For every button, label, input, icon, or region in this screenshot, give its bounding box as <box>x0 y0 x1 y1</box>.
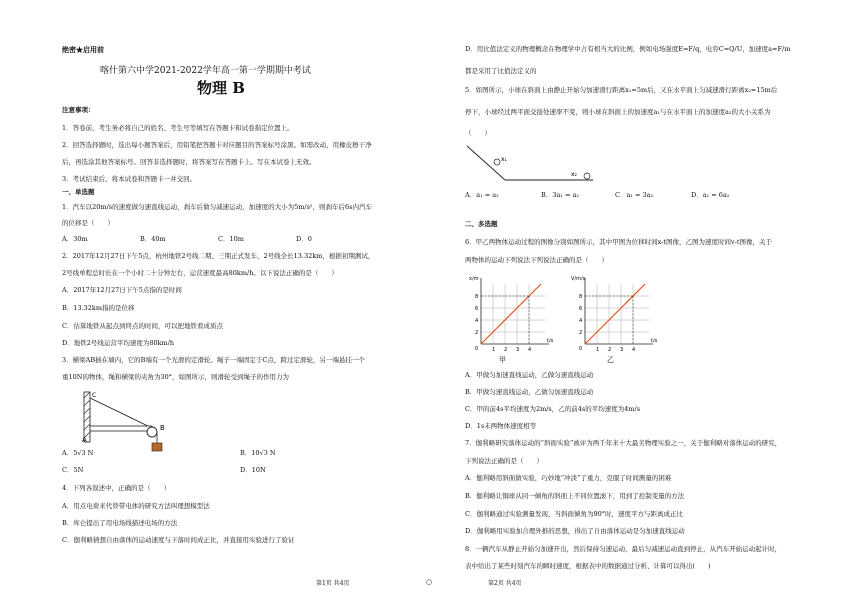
q4-option-d-line2: 都是采用了比值法定义的 <box>465 67 537 75</box>
q2-option-b: B．13.32km指的是位移 <box>62 304 135 312</box>
q3-option-a: A．5√3 N <box>62 449 94 457</box>
q3-pulley-figure <box>82 388 202 453</box>
q6-stem-line2: 两物体的运动下列说法下列说法正确的是（ ） <box>465 256 608 264</box>
section-multi-choice: 二、多选题 <box>465 220 498 228</box>
q7-option-b: B．伽利略让铜球从同一倾角的斜面上不同位置滚下，用到了控制变量的方法 <box>465 492 685 500</box>
graph-yi-xtick: 1 <box>596 347 600 353</box>
q5-stem-line3: （ ） <box>465 129 491 137</box>
q2-option-a: A．2017年12月27日下午5点指的是时间 <box>62 286 182 294</box>
graph-jia-origin: 0 <box>475 346 479 352</box>
q6-option-a: A．甲做匀加速直线运动，乙做匀速直线运动 <box>465 371 594 379</box>
q3-option-c: C．5N <box>62 466 84 474</box>
graph-yi-caption: 乙 <box>607 356 614 364</box>
q5-label-x2: x₂ <box>571 171 577 178</box>
graph-yi-ytick: 4 <box>579 318 583 324</box>
graph-yi-ytick: 8 <box>579 294 583 300</box>
graph-yi <box>569 270 664 364</box>
graph-jia-xtick: 3 <box>516 347 520 353</box>
q7-stem-line1: 7．伽利略研究落体运动的“斜面实验”被评为两千年来十大最美物理实验之一，关于伽利略对落体运动的研究， <box>465 439 782 447</box>
q4-option-b: B．库仑提出了用电场线描述电场的方法 <box>62 519 178 527</box>
graph-jia-ylabel: x/m <box>469 276 479 282</box>
q5-option-c: C．a₁ = 3a₂ <box>615 191 654 199</box>
q3-label-b: B <box>160 424 165 432</box>
note-2: 2．回答选择题时，选出每小题答案后，用铅笔把答题卡对应题目的答案标号涂黑。如需改动，用橡皮擦干净 <box>62 141 372 149</box>
q5-incline-figure <box>465 142 595 184</box>
q2-option-d: D．地铁2号线运营平均速度为80km/h <box>62 339 175 347</box>
graph-jia-xlabel: t/s <box>547 338 554 344</box>
page-number-left: 第1页 共4页 <box>316 580 350 587</box>
q3-label-c: C <box>92 392 97 399</box>
q5-stem-line1: 5．如图所示，小球在斜面上由静止开始匀加速滑行距离x₁=5m后，又在水平面上匀减速滑行距离x₂=15m后 <box>465 86 778 94</box>
q6-stem-line1: 6．甲乙两物体运动过程的图像分别如图所示，其中甲图为位移时间x-t图像，乙图为速度时间v-t图像，关于 <box>465 238 772 246</box>
graph-jia-ytick: 2 <box>475 330 479 336</box>
graph-yi-ytick: 6 <box>579 306 583 312</box>
note-2-cont: 后，再选涂其他答案标号。回答非选择题时，将答案写在答题卡上。写在本试卷上无效。 <box>62 158 316 166</box>
exam-title: 喀什第六中学2021-2022学年高一第一学期期中考试 <box>100 66 311 76</box>
q1-option-c: C．10m <box>218 235 244 243</box>
notes-heading: 注意事项： <box>62 106 95 114</box>
graph-jia-ytick: 4 <box>475 318 479 324</box>
q5-option-b: B．3a₁ = a₂ <box>541 191 579 199</box>
graph-yi-origin: 0 <box>579 346 583 352</box>
q6-option-b: B．甲做匀速直线运动，乙做匀加速直线运动 <box>465 388 594 396</box>
graph-jia <box>465 270 560 364</box>
graph-jia-xtick: 2 <box>504 347 508 353</box>
q1-option-a: A．30m <box>62 235 88 243</box>
center-binding-mark: ○ <box>426 578 433 586</box>
q4-stem: 4．下列各叙述中，正确的是（ ） <box>62 484 171 492</box>
q1-stem-line1: 1．汽车以20m/s的速度做匀速直线运动，刹车后做匀减速运动，加速度的大小为5m/s²，则刹车后6s内汽车 <box>62 203 372 211</box>
q7-option-d: D．伽利略用实验加合理外推的思想，得出了自由落体运动是匀加速直线运动 <box>465 527 685 535</box>
q7-stem-line2: 下列说法正确的是（ ） <box>465 457 543 465</box>
q7-option-a: A．伽利略用斜面做实验，巧妙地“冲淡”了重力，克服了时间测量的困难 <box>465 474 672 482</box>
subject-title: 物理 B <box>197 79 245 97</box>
page-number-right: 第2页 共4页 <box>488 580 522 587</box>
graph-yi-xtick: 2 <box>608 347 612 353</box>
graph-yi-xtick: 3 <box>620 347 624 353</box>
q8-stem-line1: 8．一辆汽车从静止开始匀加速开出，然后保持匀速运动，最后匀减速运动直到停止，从汽车开始运动起计时， <box>465 545 782 553</box>
q5-label-x1: x₁ <box>501 156 507 163</box>
graph-jia-ytick: 8 <box>475 294 479 300</box>
graph-yi-ytick: 2 <box>579 330 583 336</box>
q6-option-c: C．甲的前4s平均速度为2m/s，乙的前4s的平均速度为4m/s <box>465 405 641 413</box>
note-3: 3．考试结束后，将本试卷和答题卡一并交回。 <box>62 175 197 183</box>
q3-option-b: B．10√3 N <box>240 449 276 457</box>
graph-yi-xlabel: t/s <box>651 338 658 344</box>
q3-stem-line2: 重10N的物体，绳和横梁的夹角为30°，如图所示，则滑轮受到绳子的作用力为 <box>62 373 289 381</box>
page-right <box>430 0 860 608</box>
section-single-choice: 一、单选题 <box>62 188 95 196</box>
graph-yi-ylabel: V/m/s <box>571 276 586 282</box>
q3-option-d: D．10N <box>240 466 266 474</box>
graph-yi-xtick: 4 <box>632 347 636 353</box>
q1-option-b: B．40m <box>140 235 166 243</box>
q1-option-d: D．0 <box>296 235 312 243</box>
q4-option-a: A．用点电荷来代替带电体的研究方法叫理想模型法 <box>62 502 210 510</box>
q6-option-d: D．1s末两物体速度相等 <box>465 422 537 430</box>
q4-option-c: C．伽利略猜想自由落体的运动速度与下落时间成正比，并直接用实验进行了验证 <box>62 536 295 544</box>
q1-stem-line2: 的位移是（ ） <box>62 219 114 227</box>
graph-jia-ytick: 6 <box>475 306 479 312</box>
graph-jia-xtick: 1 <box>492 347 496 353</box>
graph-jia-caption: 甲 <box>499 356 506 364</box>
q2-stem-line2: 2号线单程总时长在一个小时二十分钟左右，运营速度最高80km/h。以下说法正确的是（ ） <box>62 269 338 277</box>
q3-stem-line1: 3．横梁AB插在墙内，它的B端有一个光滑的定滑轮。绳子一端固定于C点，跨过定滑轮，另一端悬挂一个 <box>62 356 365 364</box>
q8-stem-line2: 表中给出了某些时刻汽车的瞬时速度，根据表中的数据通过分析、计算可以得出( ) <box>465 562 711 570</box>
q2-stem-line1: 2．2017年12月27日下午5点，杭州地铁2号线二期、三期正式发车，2号线全长13.32km，根据初期测试， <box>62 252 375 260</box>
q2-option-c: C．估算地铁从起点到终点的时间，可以把地铁看成质点 <box>62 322 223 330</box>
q5-option-a: A．a₁ = a₂ <box>465 191 499 199</box>
q7-option-c: C．伽利略通过实验测量发现，当斜面倾角为90°时，速度平方与距离成正比 <box>465 510 683 518</box>
q5-stem-line2: 停下，小球经过两平面交接处速率不变，则小球在斜面上的加速度a₁与在水平面上的加速度a₂的大小关系为 <box>465 108 771 116</box>
secret-label: 绝密★启用前 <box>62 45 104 54</box>
q5-option-d: D．a₁ = 6a₂ <box>691 191 730 199</box>
q3-label-a: A <box>82 436 87 444</box>
note-1: 1．答卷前，考生务必将自己的姓名、考生号等填写在答题卡和试卷指定位置上。 <box>62 124 294 132</box>
graph-jia-xtick: 4 <box>528 347 532 353</box>
q4-option-d-line1: D．用比值法定义的物理概念在物理学中占有相当大的比例，例如电场强度E=F/q，电容C=Q/U，加速度a=F/m <box>465 45 791 53</box>
